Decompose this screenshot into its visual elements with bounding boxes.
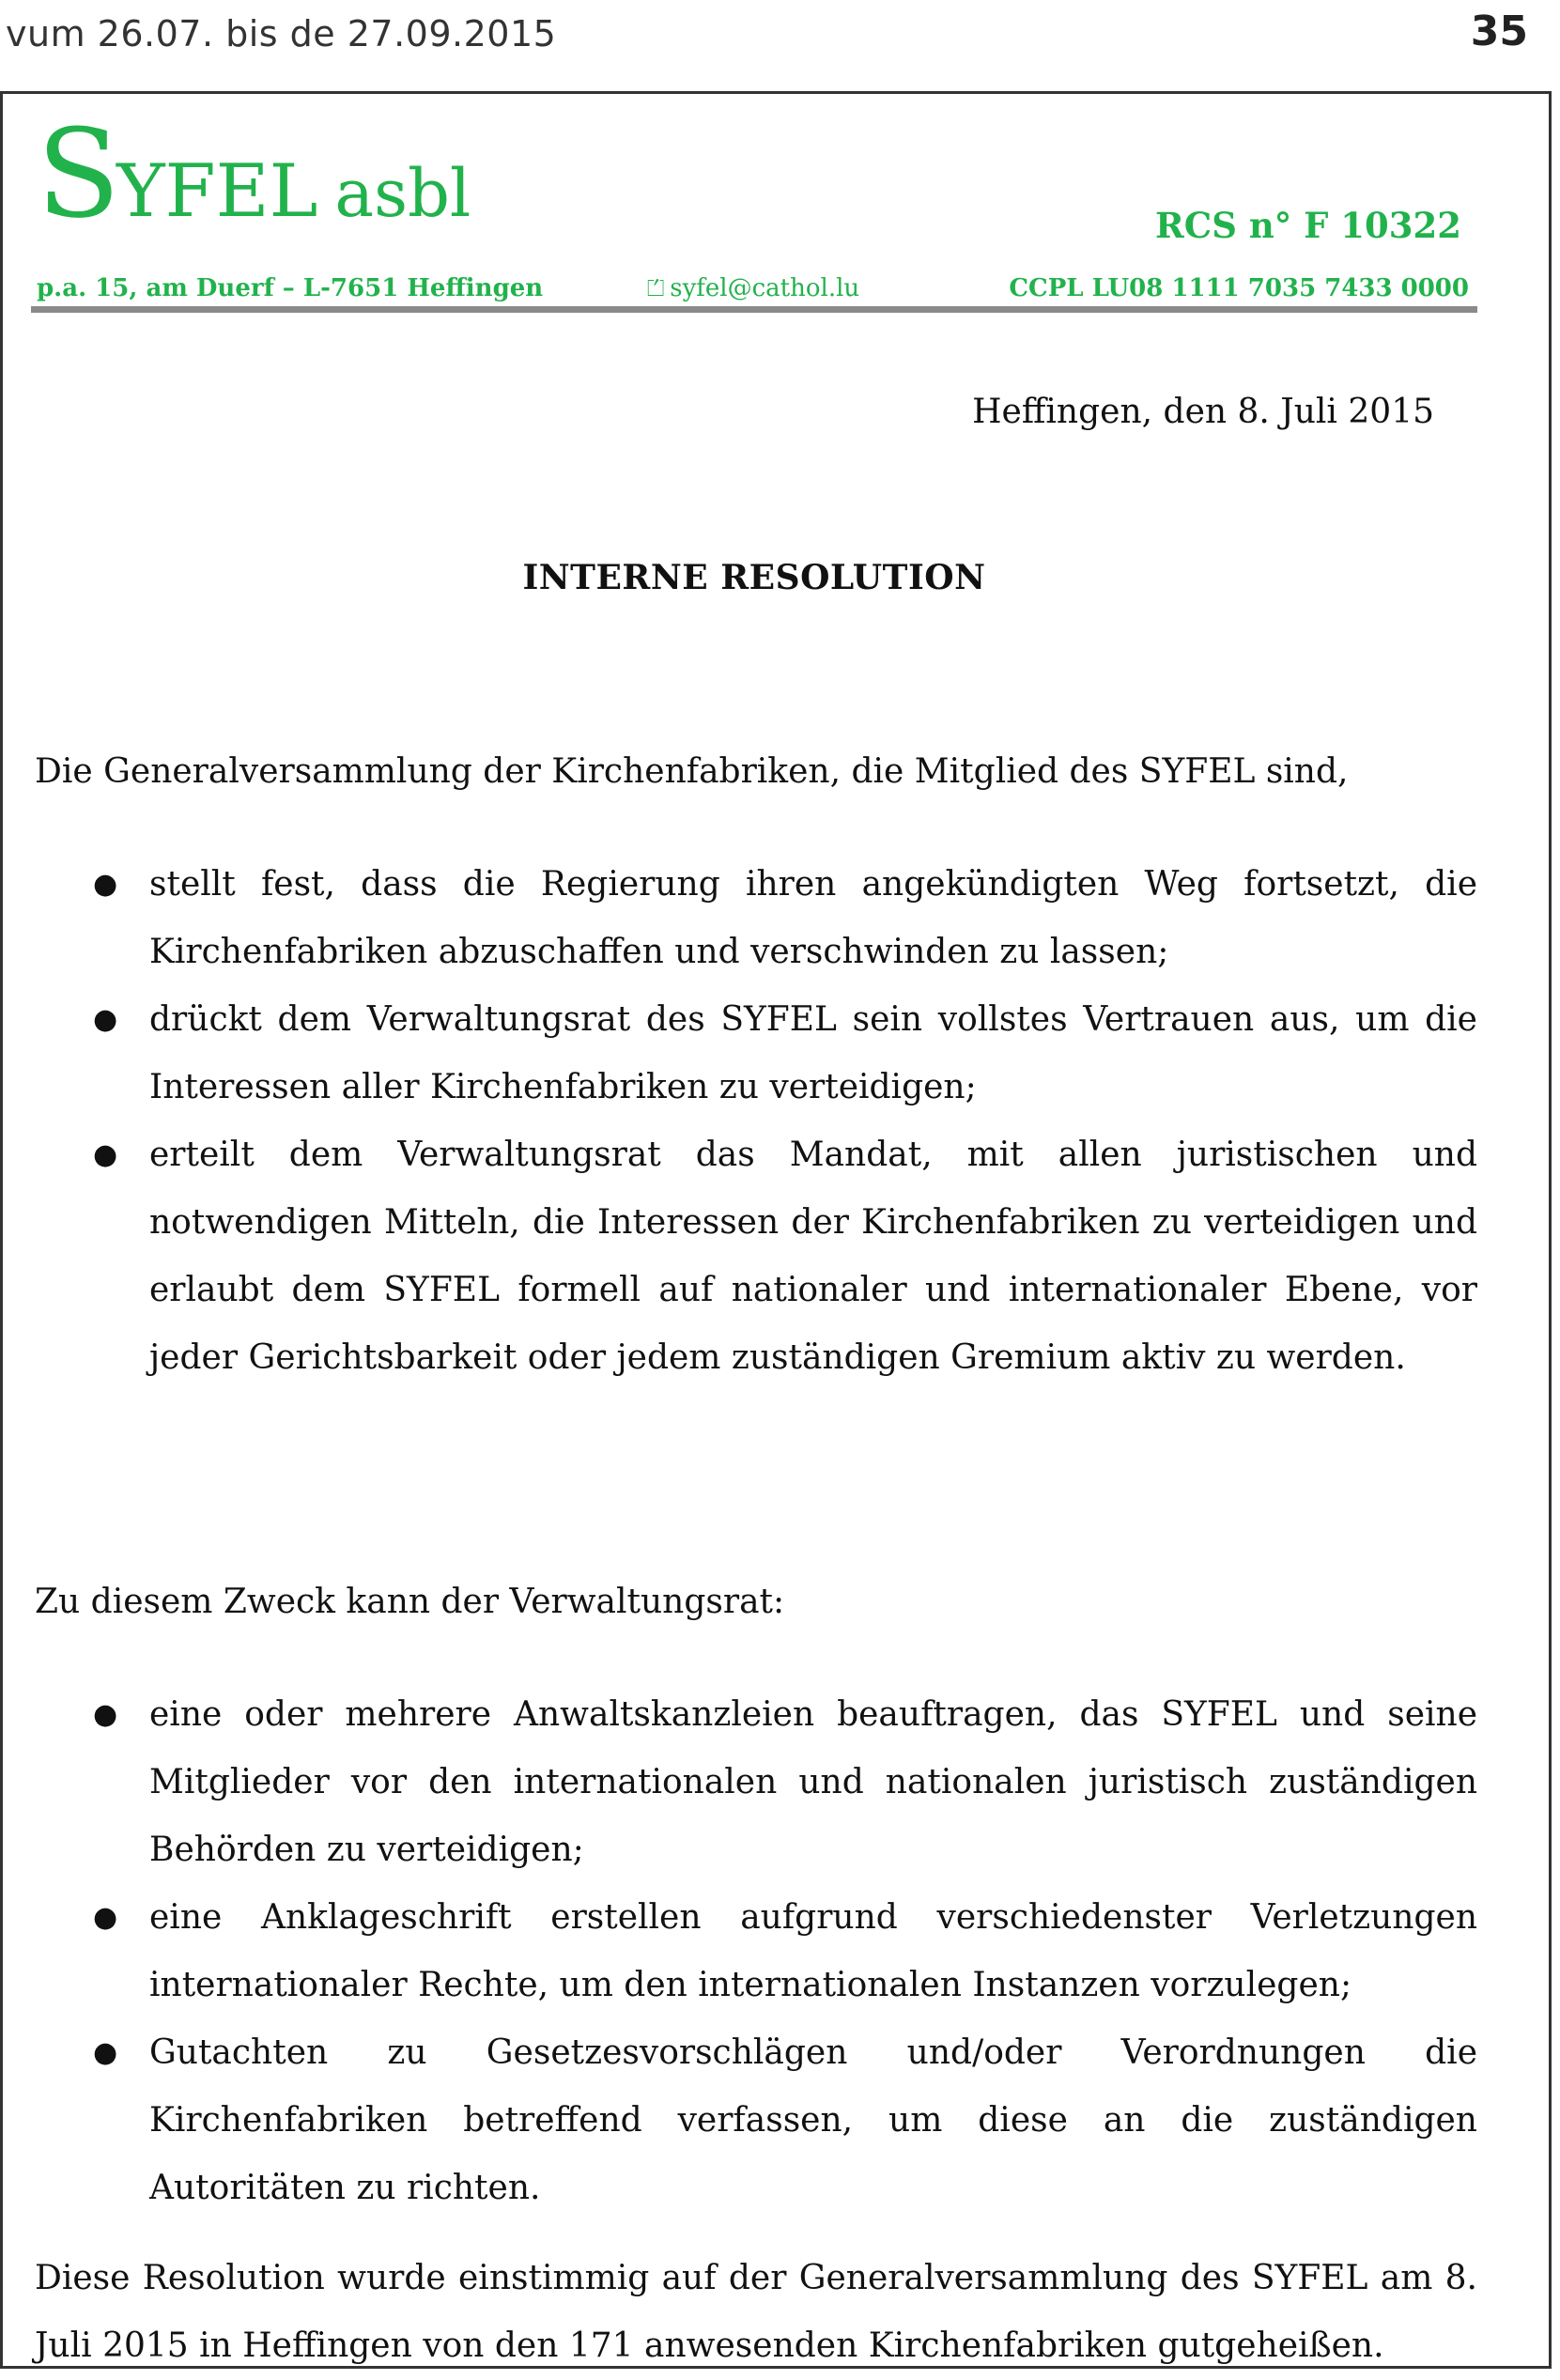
brand-logo [37,102,471,253]
resolution-points [35,851,1477,1392]
mail-icon: ⏍ [647,275,665,301]
intro-paragraph: Die Generalversammlung der Kirchenfabriken, die Mitglied des SYFEL sind, [35,752,1349,791]
list-item [35,2019,1477,2222]
list-item-text: eine oder mehrere Anwaltskanzleien beauftragen, das SYFEL und seine Mitglieder vor den internationalen und nationalen juristisch zuständigen Behörden zu verteidigen; [149,1695,1477,1869]
rcs-number: RCS n° F 10322 [1155,205,1461,246]
list-item [35,1681,1477,1884]
brand-name: YFEL [116,149,318,234]
letterhead-divider [31,306,1477,313]
purpose-paragraph: Zu diesem Zweck kann der Verwaltungsrat: [35,1583,785,1621]
brand-suffix: asbl [334,155,471,232]
bullet-icon: ● [93,2036,118,2069]
date-range: vum 26.07. bis de 27.09.2015 [6,13,557,54]
closing-paragraph: Diese Resolution wurde einstimmig auf der Generalversammlung des SYFEL am 8. Juli 2015 in Heffingen von den 171 anwesenden Kirchenfabriken gutgeheißen. [35,2259,1477,2365]
email-address: syfel@cathol.lu [670,274,860,302]
letterhead [33,102,1484,319]
list-item-text: Gutachten zu Gesetzesvorschlägen und/oder Verordnungen die Kirchenfabriken betreffend verfassen, um diese an die zuständigen Autoritäten zu richten. [149,2033,1477,2207]
bullet-icon: ● [93,868,118,901]
document-frame [0,91,1552,2369]
page-number: 35 [1470,8,1528,55]
dateline: Heffingen, den 8. Juli 2015 [972,393,1434,431]
bullet-icon: ● [93,1003,118,1036]
postal-address: p.a. 15, am Duerf – L-7651 Heffingen [37,274,544,302]
email-contact [647,274,859,302]
list-item-text: drückt dem Verwaltungsrat des SYFEL sein vollstes Vertrauen aus, um die Interessen aller Kirchenfabriken zu verteidigen; [149,1000,1477,1106]
mandate-points [35,1681,1477,2222]
list-item [35,1884,1477,2019]
page-header [0,0,1560,75]
document-title: INTERNE RESOLUTION [522,558,986,597]
bullet-icon: ● [93,1138,118,1171]
bank-account: CCPL LU08 1111 7035 7433 0000 [1009,274,1469,302]
bullet-icon: ● [93,1698,118,1731]
list-item [35,986,1477,1121]
list-item [35,851,1477,986]
list-item [35,1121,1477,1392]
bullet-icon: ● [93,1901,118,1934]
list-item-text: erteilt dem Verwaltungsrat das Mandat, mit allen juristischen und notwendigen Mitteln, die Interessen der Kirchenfabriken zu verteidigen und erlaubt dem SYFEL formell auf nationaler und internationaler Ebene, vor jeder Gerichtsbarkeit oder jedem zuständigen Gremium aktiv zu werden. [149,1136,1477,1377]
brand-initial: S [37,102,121,245]
list-item-text: stellt fest, dass die Regierung ihren angekündigten Weg fortsetzt, die Kirchenfabriken abzuschaffen und verschwinden zu lassen; [149,865,1477,971]
list-item-text: eine Anklageschrift erstellen aufgrund verschiedenster Verletzungen internationaler Rechte, um den internationalen Instanzen vorzulegen; [149,1898,1477,2004]
